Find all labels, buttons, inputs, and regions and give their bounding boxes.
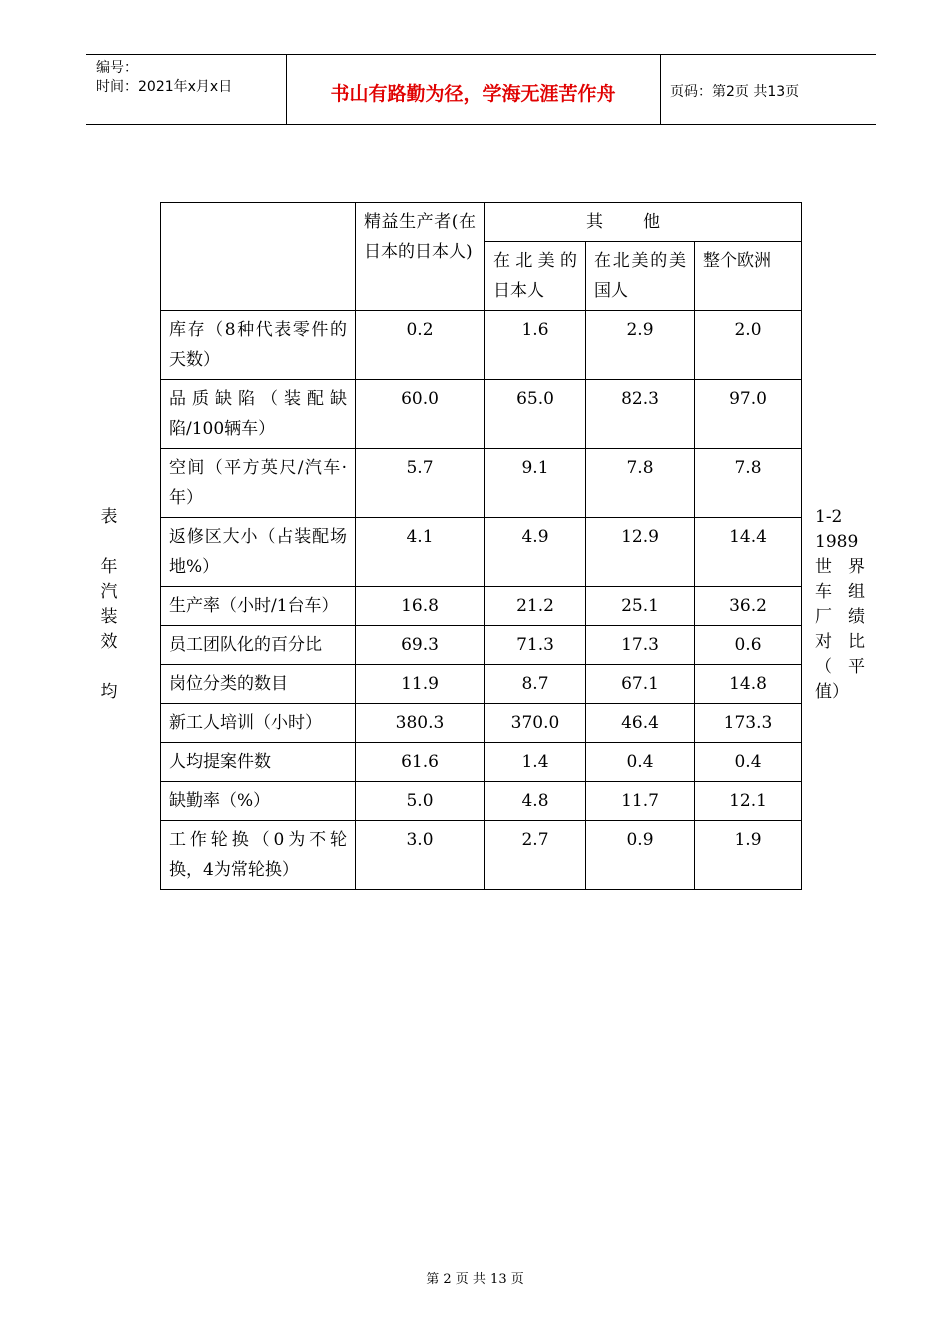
row-value: 0.9 (586, 821, 695, 890)
caption-right-line: 值） (815, 682, 849, 702)
row-value: 36.2 (695, 587, 802, 626)
row-value: 7.8 (586, 449, 695, 518)
caption-right-line: 厂绩 (815, 607, 865, 627)
table-corner-cell (161, 203, 356, 311)
row-value: 4.9 (485, 518, 586, 587)
row-value: 0.4 (695, 743, 802, 782)
row-value: 0.4 (586, 743, 695, 782)
row-value: 173.3 (695, 704, 802, 743)
row-value: 46.4 (586, 704, 695, 743)
row-value: 1.9 (695, 821, 802, 890)
row-value: 65.0 (485, 380, 586, 449)
row-value: 14.8 (695, 665, 802, 704)
row-value: 380.3 (356, 704, 485, 743)
table-row (161, 626, 802, 665)
col-header-sub: 整个欧洲 (695, 242, 802, 311)
row-value: 67.1 (586, 665, 695, 704)
row-label: 返修区大小（占装配场地%） (161, 518, 356, 587)
row-value: 12.1 (695, 782, 802, 821)
row-value: 14.4 (695, 518, 802, 587)
row-value: 60.0 (356, 380, 485, 449)
caption-right (815, 505, 865, 705)
caption-right-line: 车组 (815, 582, 865, 602)
header-page-info: 页码：第2页 共13页 (670, 84, 800, 100)
row-value: 71.3 (485, 626, 586, 665)
row-value: 2.9 (586, 311, 695, 380)
row-value: 97.0 (695, 380, 802, 449)
header-meta (96, 59, 232, 97)
caption-left (98, 505, 120, 705)
row-value: 4.8 (485, 782, 586, 821)
row-value: 2.7 (485, 821, 586, 890)
row-value: 8.7 (485, 665, 586, 704)
caption-right-line: 对比 (815, 632, 865, 652)
row-value: 0.2 (356, 311, 485, 380)
page-footer: 第 2 页 共 13 页 (426, 1272, 524, 1287)
header-motto: 书山有路勤为径，学海无涯苦作舟 (330, 83, 616, 105)
caption-right-line: （平 (815, 657, 865, 677)
row-value: 2.0 (695, 311, 802, 380)
row-value: 370.0 (485, 704, 586, 743)
serial-label: 编号： (96, 60, 138, 76)
comparison-table (160, 202, 802, 890)
row-value: 5.0 (356, 782, 485, 821)
table-row (161, 782, 802, 821)
caption-left-char: 均 (100, 682, 118, 702)
row-value: 17.3 (586, 626, 695, 665)
table-row (161, 743, 802, 782)
row-label: 工作轮换（0为不轮换，4为常轮换） (161, 821, 356, 890)
caption-left-char: 汽 (100, 582, 118, 602)
col-header-other: 其他 (485, 203, 802, 242)
caption-left-char: 表 (100, 507, 118, 527)
row-value: 82.3 (586, 380, 695, 449)
row-value: 11.7 (586, 782, 695, 821)
header-divider (660, 55, 661, 124)
row-value: 61.6 (356, 743, 485, 782)
row-value: 11.9 (356, 665, 485, 704)
table-row (161, 518, 802, 587)
row-value: 7.8 (695, 449, 802, 518)
row-label: 库存（8种代表零件的天数） (161, 311, 356, 380)
col-header-lean: 精益生产者(在日本的日本人) (356, 203, 485, 311)
table-row (161, 665, 802, 704)
row-value: 5.7 (356, 449, 485, 518)
table-row (161, 311, 802, 380)
caption-right-line: 1-2 (815, 507, 843, 527)
table-row (161, 380, 802, 449)
row-label: 品质缺陷（装配缺陷/100辆车） (161, 380, 356, 449)
row-value: 25.1 (586, 587, 695, 626)
row-value: 21.2 (485, 587, 586, 626)
row-value: 4.1 (356, 518, 485, 587)
row-label: 缺勤率（%） (161, 782, 356, 821)
row-label: 空间（平方英尺/汽车·年） (161, 449, 356, 518)
caption-left-char: 效 (100, 632, 118, 652)
row-value: 3.0 (356, 821, 485, 890)
caption-right-line: 世界 (815, 557, 865, 577)
row-value: 69.3 (356, 626, 485, 665)
caption-left-char: 装 (100, 607, 118, 627)
col-header-sub: 在北美的美国人 (586, 242, 695, 311)
row-value: 1.6 (485, 311, 586, 380)
row-label: 生产率（小时/1台车） (161, 587, 356, 626)
caption-left-char: 年 (100, 557, 118, 577)
row-value: 16.8 (356, 587, 485, 626)
row-value: 12.9 (586, 518, 695, 587)
row-value: 1.4 (485, 743, 586, 782)
row-label: 岗位分类的数目 (161, 665, 356, 704)
row-value: 9.1 (485, 449, 586, 518)
table-row (161, 821, 802, 890)
page-header (86, 54, 876, 125)
row-label: 人均提案件数 (161, 743, 356, 782)
row-label: 员工团队化的百分比 (161, 626, 356, 665)
table-row (161, 587, 802, 626)
caption-right-line: 1989 (815, 532, 859, 552)
table-row (161, 449, 802, 518)
col-header-sub: 在北美的日本人 (485, 242, 586, 311)
row-value: 0.6 (695, 626, 802, 665)
table-row (161, 704, 802, 743)
date-text: 时间：2021年x月x日 (96, 79, 233, 95)
row-label: 新工人培训（小时） (161, 704, 356, 743)
table-header-row (161, 203, 802, 242)
